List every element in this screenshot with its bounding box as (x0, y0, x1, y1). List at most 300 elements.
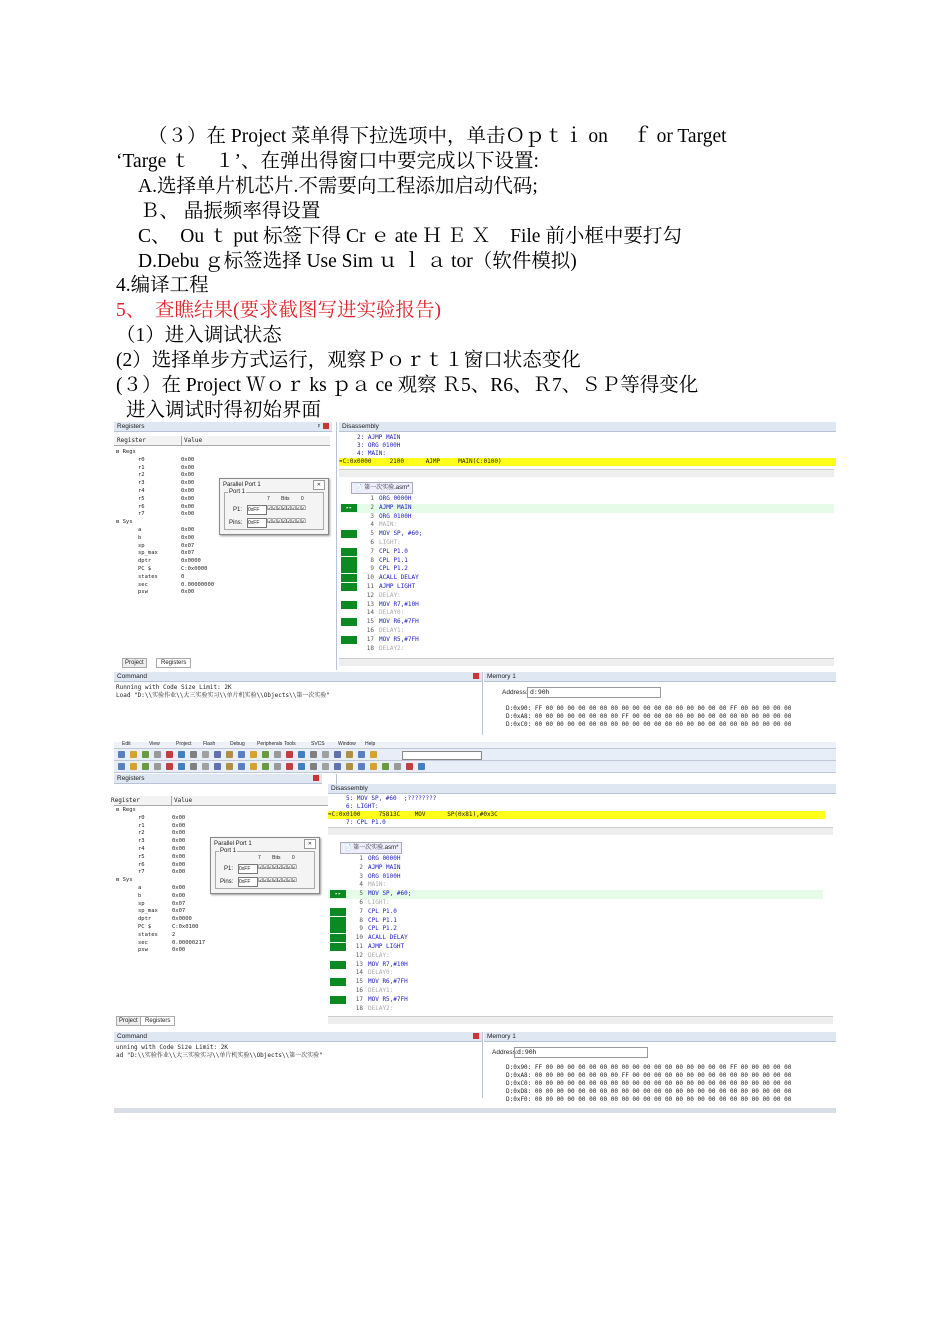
command-title: Command (114, 672, 482, 682)
source-code: AJMP LIGHT (379, 583, 416, 590)
dialog-close-button[interactable]: ✕ (304, 839, 316, 849)
line-number: 3 (359, 872, 363, 880)
toolbar-button-icon[interactable] (190, 751, 197, 758)
register-value: 0x00 (172, 892, 186, 899)
register-name: r7 (138, 869, 145, 876)
dialog-close-button[interactable]: ✕ (313, 480, 325, 490)
line-number: 12 (366, 591, 374, 599)
register-row[interactable] (114, 581, 332, 589)
current-line-arrow-icon: ▸▸ (330, 890, 346, 898)
toolbar-button-icon[interactable] (250, 751, 257, 758)
toolbar-button-icon[interactable] (298, 763, 305, 770)
menu-item-edit[interactable]: Edit (122, 741, 131, 747)
source-code: MAIN: (379, 521, 398, 529)
register-row[interactable] (114, 588, 332, 596)
line-number: 7 (359, 907, 363, 915)
register-row[interactable] (114, 542, 332, 550)
address-input[interactable]: d:90h (514, 1047, 648, 1058)
register-value: 0x00 (181, 503, 195, 510)
menu-item-svcs[interactable]: SVCS (311, 741, 325, 747)
menu-item-view[interactable]: View (149, 741, 160, 747)
line-number: 5 (370, 530, 374, 538)
coverage-marker (341, 548, 357, 556)
toolbar-button-icon[interactable] (142, 763, 149, 770)
register-value: 0x0000 (172, 916, 192, 923)
source-file-tab[interactable]: 📄 第一次实验.asm* (351, 482, 413, 494)
coverage-marker (330, 917, 346, 925)
source-line[interactable] (328, 890, 823, 899)
port1-group: Port 1 7 Bits 0 P1: 0xFF ☑☑☑☑☑☑☑☑ Pins: 0xFF ☑☑☑☑☑☑☑☑ (215, 851, 315, 889)
source-line[interactable] (339, 495, 834, 504)
source-line[interactable] (339, 609, 834, 618)
command-title: Command (114, 1032, 482, 1042)
toolbar-button-icon[interactable] (274, 751, 281, 758)
source-line[interactable] (328, 943, 823, 952)
source-line[interactable] (339, 504, 834, 513)
source-line[interactable] (339, 645, 834, 654)
toolbar-button-icon[interactable] (262, 763, 269, 770)
source-line[interactable] (328, 1005, 823, 1014)
disassembly-window (339, 422, 836, 670)
menu-item-peripherals[interactable]: Peripherals (257, 741, 283, 747)
menu-item-project[interactable]: Project (176, 741, 192, 747)
toolbar-button-icon[interactable] (154, 763, 161, 770)
register-name: r3 (138, 838, 145, 845)
register-row[interactable] (114, 464, 332, 472)
source-line[interactable] (339, 539, 834, 548)
source-scrollbar[interactable] (328, 1016, 833, 1024)
register-table-header: Register Value (114, 436, 330, 446)
registers-title: Registers ᵖ (114, 422, 332, 432)
para-step3-line1: （３）在 Project 菜单得下拉选项中，单击Ｏｐｔｉ on ｆ or Target (148, 126, 727, 147)
source-line[interactable] (339, 557, 834, 566)
source-code: MOV R6,#7FH (368, 978, 408, 986)
coverage-marker (341, 618, 357, 626)
register-value: C:0x0000 (181, 566, 208, 572)
project-tab[interactable]: Project (122, 658, 147, 668)
toolbar-2 (114, 761, 836, 773)
disassembly-line[interactable]: ➡C:0x0100 75813C MOV SP(0x81),#0x3C (328, 811, 825, 819)
source-code: DELAY0: (379, 609, 405, 617)
register-value: 0x07 (181, 550, 195, 557)
source-line[interactable] (328, 881, 823, 890)
coverage-marker (341, 565, 357, 573)
coverage-marker (330, 934, 346, 942)
register-name: r1 (138, 464, 145, 471)
line-number: 12 (355, 951, 363, 959)
register-name: r0 (138, 456, 145, 463)
toolbar-button-icon[interactable] (202, 751, 209, 758)
register-value: 2 (172, 931, 176, 938)
source-line[interactable] (339, 636, 834, 645)
pins-bits-checkboxes[interactable]: ☑☑☑☑☑☑☑☑ (258, 878, 297, 884)
debug-screenshot-step (111, 741, 836, 1113)
toolbar-button-icon[interactable] (322, 763, 329, 770)
register-name: r5 (138, 495, 145, 502)
source-line[interactable] (328, 873, 823, 882)
source-code: MOV R7,#10H (379, 600, 419, 608)
menu-item-debug[interactable]: Debug (230, 741, 245, 747)
source-code: DELAY: (379, 591, 401, 599)
menu-item-flash[interactable]: Flash (203, 741, 216, 747)
source-line[interactable] (339, 565, 834, 574)
register-value: 0 (181, 573, 185, 580)
register-name: r5 (138, 853, 145, 860)
memory-title: Memory 1 (484, 672, 836, 682)
toolbar-button-icon[interactable] (418, 763, 425, 770)
register-value: 0.00000000 (181, 581, 215, 588)
disassembly-line[interactable]: 3: ORG 0100H (339, 442, 401, 449)
source-line[interactable] (328, 917, 823, 926)
source-code: CPL P1.0 (379, 547, 408, 555)
toolbar-button-icon[interactable] (346, 763, 353, 770)
register-value: 0x00 (181, 472, 195, 479)
source-line[interactable] (328, 855, 823, 864)
toolbar-button-icon[interactable] (214, 751, 221, 758)
source-line[interactable] (328, 969, 823, 978)
register-row[interactable] (114, 915, 332, 923)
memory-window (484, 672, 836, 735)
line-number: 4 (359, 881, 363, 889)
source-scrollbar[interactable] (339, 658, 834, 666)
register-name: a (138, 527, 142, 533)
p1-bits-checkboxes[interactable]: ☑☑☑☑☑☑☑☑ (267, 506, 306, 512)
line-number: 11 (355, 943, 363, 950)
source-line[interactable] (328, 996, 823, 1005)
line-number: 16 (366, 627, 374, 634)
source-line[interactable] (328, 908, 823, 917)
source-code: CPL P1.1 (379, 556, 408, 564)
line-number: 3 (370, 512, 374, 520)
register-name: states (138, 573, 158, 580)
coverage-marker (341, 601, 357, 609)
command-window (114, 672, 483, 735)
source-code: LIGHT: (368, 899, 390, 906)
register-name: r1 (138, 822, 145, 829)
para-5-1: （1）进入调试状态 (116, 325, 282, 346)
register-name: dptr (138, 916, 152, 923)
register-row[interactable] (114, 822, 332, 830)
pins-bits-checkboxes[interactable]: ☑☑☑☑☑☑☑☑ (267, 519, 306, 525)
line-number: 2 (359, 863, 363, 871)
source-line[interactable] (339, 548, 834, 557)
register-row[interactable] (114, 549, 332, 557)
line-number: 8 (359, 916, 363, 924)
address-input[interactable]: d:90h (527, 687, 661, 698)
register-value: 0x00 (172, 869, 186, 876)
toolbar-button-icon[interactable] (346, 751, 353, 758)
register-name: sp (138, 900, 145, 907)
register-row[interactable] (114, 923, 332, 931)
source-line[interactable] (328, 978, 823, 987)
toolbar-button-icon[interactable] (286, 751, 293, 758)
toolbar-button-icon[interactable] (226, 751, 233, 758)
source-line[interactable] (339, 583, 834, 592)
toolbar-button-icon[interactable] (130, 751, 137, 758)
toolbar-button-icon[interactable] (358, 763, 365, 770)
line-number: 13 (355, 960, 363, 968)
register-value: 0x00 (172, 830, 186, 837)
toolbar-button-icon[interactable] (154, 751, 161, 758)
toolbar-button-icon[interactable] (382, 763, 389, 770)
memory-row: D:0xC0: 00 00 00 00 00 00 00 00 00 00 00 00 00 00 00 00 00 00 00 00 00 00 00 00 (506, 1080, 792, 1087)
register-value: 0x00 (181, 534, 195, 541)
menu-item-help[interactable]: Help (365, 741, 376, 747)
memory-title: Memory 1 (484, 1032, 836, 1042)
disassembly-title: Disassembly (328, 784, 836, 794)
toolbar-button-icon[interactable] (406, 763, 413, 770)
address-label: Address: (502, 689, 528, 696)
source-code: MAIN: (368, 881, 387, 889)
register-row[interactable] (114, 931, 332, 939)
register-value: 0x00 (172, 814, 186, 821)
toolbar-button-icon[interactable] (238, 763, 245, 770)
line-number: 15 (366, 618, 374, 626)
coverage-marker (341, 583, 357, 591)
menu-bar (114, 742, 836, 749)
memory-row: D:0x90: FF 00 00 00 00 00 00 00 00 00 00 00 00 00 00 00 00 00 FF 00 00 00 00 00 (506, 1064, 792, 1071)
parallel-port-dialog (210, 837, 320, 894)
register-value: 0x00 (172, 885, 186, 891)
toolbar-button-icon[interactable] (286, 763, 293, 770)
source-line[interactable] (339, 592, 834, 601)
source-line[interactable] (328, 987, 823, 996)
source-file-tab[interactable]: 📄 第一次实验.asm* (340, 842, 402, 854)
register-group[interactable] (114, 448, 332, 456)
source-line[interactable] (339, 601, 834, 610)
command-output-line: Running with Code Size Limit: 2K (116, 684, 232, 691)
register-group-label: ⊟ Sys (116, 519, 133, 526)
para-4: 4.编译工程 (116, 275, 209, 296)
register-name: dptr (138, 558, 152, 565)
register-value: 0x00 (181, 589, 195, 596)
line-number: 6 (370, 539, 374, 546)
toolbar-button-icon[interactable] (130, 763, 137, 770)
parallel-port-dialog (219, 478, 329, 535)
source-line[interactable] (339, 521, 834, 530)
source-line[interactable] (328, 952, 823, 961)
disassembly-line[interactable]: 6: LIGHT: (328, 803, 379, 810)
para-c: C、 Ou ｔ put 标签下得 Cr ｅ ate Ｈ Ｅ Ｘ File 前小框中要打勾 (138, 226, 682, 247)
source-code: ORG 0000H (379, 495, 412, 502)
register-value: 0x00 (172, 846, 186, 852)
para-5-2: (2）选择单步方式运行，观察Ｐｏｒｔ１窗口状态变化 (116, 350, 581, 371)
toolbar-button-icon[interactable] (370, 751, 377, 758)
toolbar-button-icon[interactable] (118, 751, 125, 758)
source-code: DELAY: (368, 951, 390, 959)
register-name: psw (138, 589, 148, 596)
source-line[interactable] (328, 864, 823, 873)
toolbar-button-icon[interactable] (226, 763, 233, 770)
para-a: A.选择单片机芯片.不需要向工程添加启动代码; (138, 176, 538, 197)
source-code: CPL P1.0 (368, 907, 397, 915)
toolbar-button-icon[interactable] (274, 763, 281, 770)
toolbar-button-icon[interactable] (334, 751, 341, 758)
toolbar-button-icon[interactable] (298, 751, 305, 758)
target-dropdown[interactable] (402, 751, 482, 760)
line-number: 14 (366, 609, 374, 617)
toolbar-button-icon[interactable] (166, 751, 173, 758)
p1-bits-checkboxes[interactable]: ☑☑☑☑☑☑☑☑ (258, 865, 297, 871)
disassembly-line[interactable]: 2: AJMP MAIN (339, 434, 401, 441)
p1-field[interactable]: 0xFF (247, 505, 267, 515)
pin-icon[interactable]: ᵖ (317, 424, 320, 430)
line-number: 17 (366, 635, 374, 643)
line-number: 7 (370, 547, 374, 555)
source-code: ORG 0100H (379, 512, 412, 520)
toolbar-button-icon[interactable] (310, 751, 317, 758)
toolbar-button-icon[interactable] (262, 751, 269, 758)
coverage-marker (330, 961, 346, 969)
source-code: ORG 0000H (368, 855, 401, 862)
p1-field[interactable]: 0xFF (238, 864, 258, 874)
toolbar-button-icon[interactable] (202, 763, 209, 770)
toolbar-button-icon[interactable] (166, 763, 173, 770)
toolbar-button-icon[interactable] (310, 763, 317, 770)
register-name: r4 (138, 488, 145, 494)
register-row[interactable] (114, 557, 332, 565)
register-value: 0x00 (181, 511, 195, 518)
debug-screenshot-initial (114, 422, 836, 735)
source-code: MOV R5,#7FH (379, 635, 419, 643)
register-row[interactable] (114, 900, 332, 908)
registers-tab[interactable]: Registers (156, 658, 191, 668)
source-line[interactable] (339, 618, 834, 627)
disassembly-line[interactable]: ➡C:0x0000 2100 AJMP MAIN(C:0100) (339, 458, 836, 466)
source-line[interactable] (339, 513, 834, 522)
para-d: D.Debu ｇ标签选择 Use Sim ｕ ｌ ａ tor（软件模拟) (138, 251, 577, 272)
coverage-marker (341, 574, 357, 582)
toolbar-button-icon[interactable] (178, 751, 185, 758)
memory-row: D:0xA8: 00 00 00 00 00 00 00 00 FF 00 00 00 00 00 00 00 00 00 00 00 00 00 00 00 (506, 713, 792, 720)
address-label: Address: (492, 1049, 518, 1056)
coverage-marker (341, 636, 357, 644)
line-number: 2 (370, 503, 374, 511)
pins-field[interactable]: 0xFF (247, 518, 267, 528)
command-output-line: Load "D:\\实验作业\\大三实验实习\\单片机实验\\Objects\\第一次实验" (116, 692, 330, 699)
register-group[interactable] (114, 806, 332, 814)
coverage-marker (330, 996, 346, 1004)
close-icon[interactable] (473, 673, 479, 679)
memory-row: D:0xC0: 00 00 00 00 00 00 00 00 00 00 00 00 00 00 00 00 00 00 00 00 00 00 00 00 (506, 721, 792, 728)
disassembly-line[interactable]: 5: MOV SP, #60 ;???????? (328, 795, 437, 802)
toolbar-button-icon[interactable] (250, 763, 257, 770)
toolbar-button-icon[interactable] (322, 751, 329, 758)
toolbar-button-icon[interactable] (178, 763, 185, 770)
memory-window (484, 1032, 836, 1110)
current-line-arrow-icon: ▸▸ (341, 504, 357, 512)
memory-row: D:0x90: FF 00 00 00 00 00 00 00 00 00 00 00 00 00 00 00 00 00 FF 00 00 00 00 00 (506, 705, 792, 712)
source-line[interactable] (328, 899, 823, 908)
register-value: 0x00 (181, 527, 195, 533)
register-row[interactable] (114, 907, 332, 915)
register-name: r6 (138, 861, 145, 868)
para-step3-line2: ‘Targe ｔ １’、在弹出得窗口中要完成以下设置: (116, 151, 539, 172)
source-line[interactable] (339, 530, 834, 539)
register-value: 0x00 (181, 456, 195, 463)
toolbar-button-icon[interactable] (214, 763, 221, 770)
para-b: Ｂ、 晶振频率得设置 (140, 201, 321, 222)
source-line[interactable] (328, 925, 823, 934)
line-number: 18 (355, 1004, 363, 1012)
coverage-marker (341, 530, 357, 538)
register-row[interactable] (114, 456, 332, 464)
source-code: MOV R7,#10H (368, 960, 408, 968)
line-number: 15 (355, 978, 363, 986)
source-line[interactable] (328, 961, 823, 970)
toolbar-button-icon[interactable] (370, 763, 377, 770)
coverage-marker (330, 925, 346, 933)
line-number: 5 (359, 890, 363, 898)
source-line[interactable] (339, 627, 834, 636)
register-value: C:0x0100 (172, 924, 199, 930)
disassembly-window (328, 784, 836, 1026)
close-icon[interactable] (323, 423, 329, 429)
register-group-label: ⊟ Regs (116, 807, 136, 813)
disassembly-scrollbar[interactable] (328, 827, 833, 835)
registers-tab[interactable]: Registers (140, 1016, 175, 1026)
source-code: CPL P1.2 (379, 565, 408, 573)
register-name: a (138, 885, 142, 891)
register-row[interactable] (114, 946, 332, 954)
register-row[interactable] (114, 814, 332, 822)
source-line[interactable] (328, 934, 823, 943)
register-name: b (138, 534, 142, 541)
close-icon[interactable] (313, 775, 319, 781)
register-value: 0x00 (172, 822, 186, 829)
register-value: 0x00 (181, 464, 195, 471)
toolbar-button-icon[interactable] (190, 763, 197, 770)
source-line[interactable] (339, 574, 834, 583)
toolbar-button-icon[interactable] (118, 763, 125, 770)
register-name: r0 (138, 814, 145, 821)
register-row[interactable] (114, 573, 332, 581)
disassembly-line[interactable]: 4: MAIN: (339, 450, 386, 457)
toolbar-button-icon[interactable] (334, 763, 341, 770)
source-code: DELAY2: (379, 644, 405, 652)
disassembly-scrollbar[interactable] (339, 469, 834, 477)
menu-item-window[interactable]: Window (338, 741, 356, 747)
project-tab[interactable]: Project (116, 1016, 141, 1026)
toolbar-button-icon[interactable] (358, 751, 365, 758)
register-name: states (138, 931, 158, 938)
register-value: 0x00 (181, 488, 195, 494)
line-number: 10 (366, 574, 374, 582)
command-window (114, 1032, 483, 1098)
line-number: 14 (355, 969, 363, 977)
coverage-marker (341, 557, 357, 565)
toolbar-button-icon[interactable] (238, 751, 245, 758)
register-name: r2 (138, 830, 145, 837)
register-value: 0.00000217 (172, 939, 206, 946)
register-name: r3 (138, 480, 145, 487)
close-icon[interactable] (473, 1033, 479, 1039)
register-row[interactable] (114, 565, 332, 573)
disassembly-title: Disassembly (339, 422, 836, 432)
register-row[interactable] (114, 939, 332, 947)
line-number: 8 (370, 556, 374, 564)
toolbar-button-icon[interactable] (142, 751, 149, 758)
register-value: 0x07 (172, 900, 186, 907)
menu-item-tools[interactable]: Tools (284, 741, 296, 747)
toolbar-button-icon[interactable] (394, 763, 401, 770)
pins-field[interactable]: 0xFF (238, 877, 258, 887)
source-code: CPL P1.1 (368, 916, 397, 924)
source-code: CPL P1.2 (368, 925, 397, 933)
disassembly-line[interactable]: 7: CPL P1.0 (328, 819, 386, 826)
source-code: ORG 0100H (368, 872, 401, 880)
source-code: AJMP LIGHT (368, 943, 405, 950)
